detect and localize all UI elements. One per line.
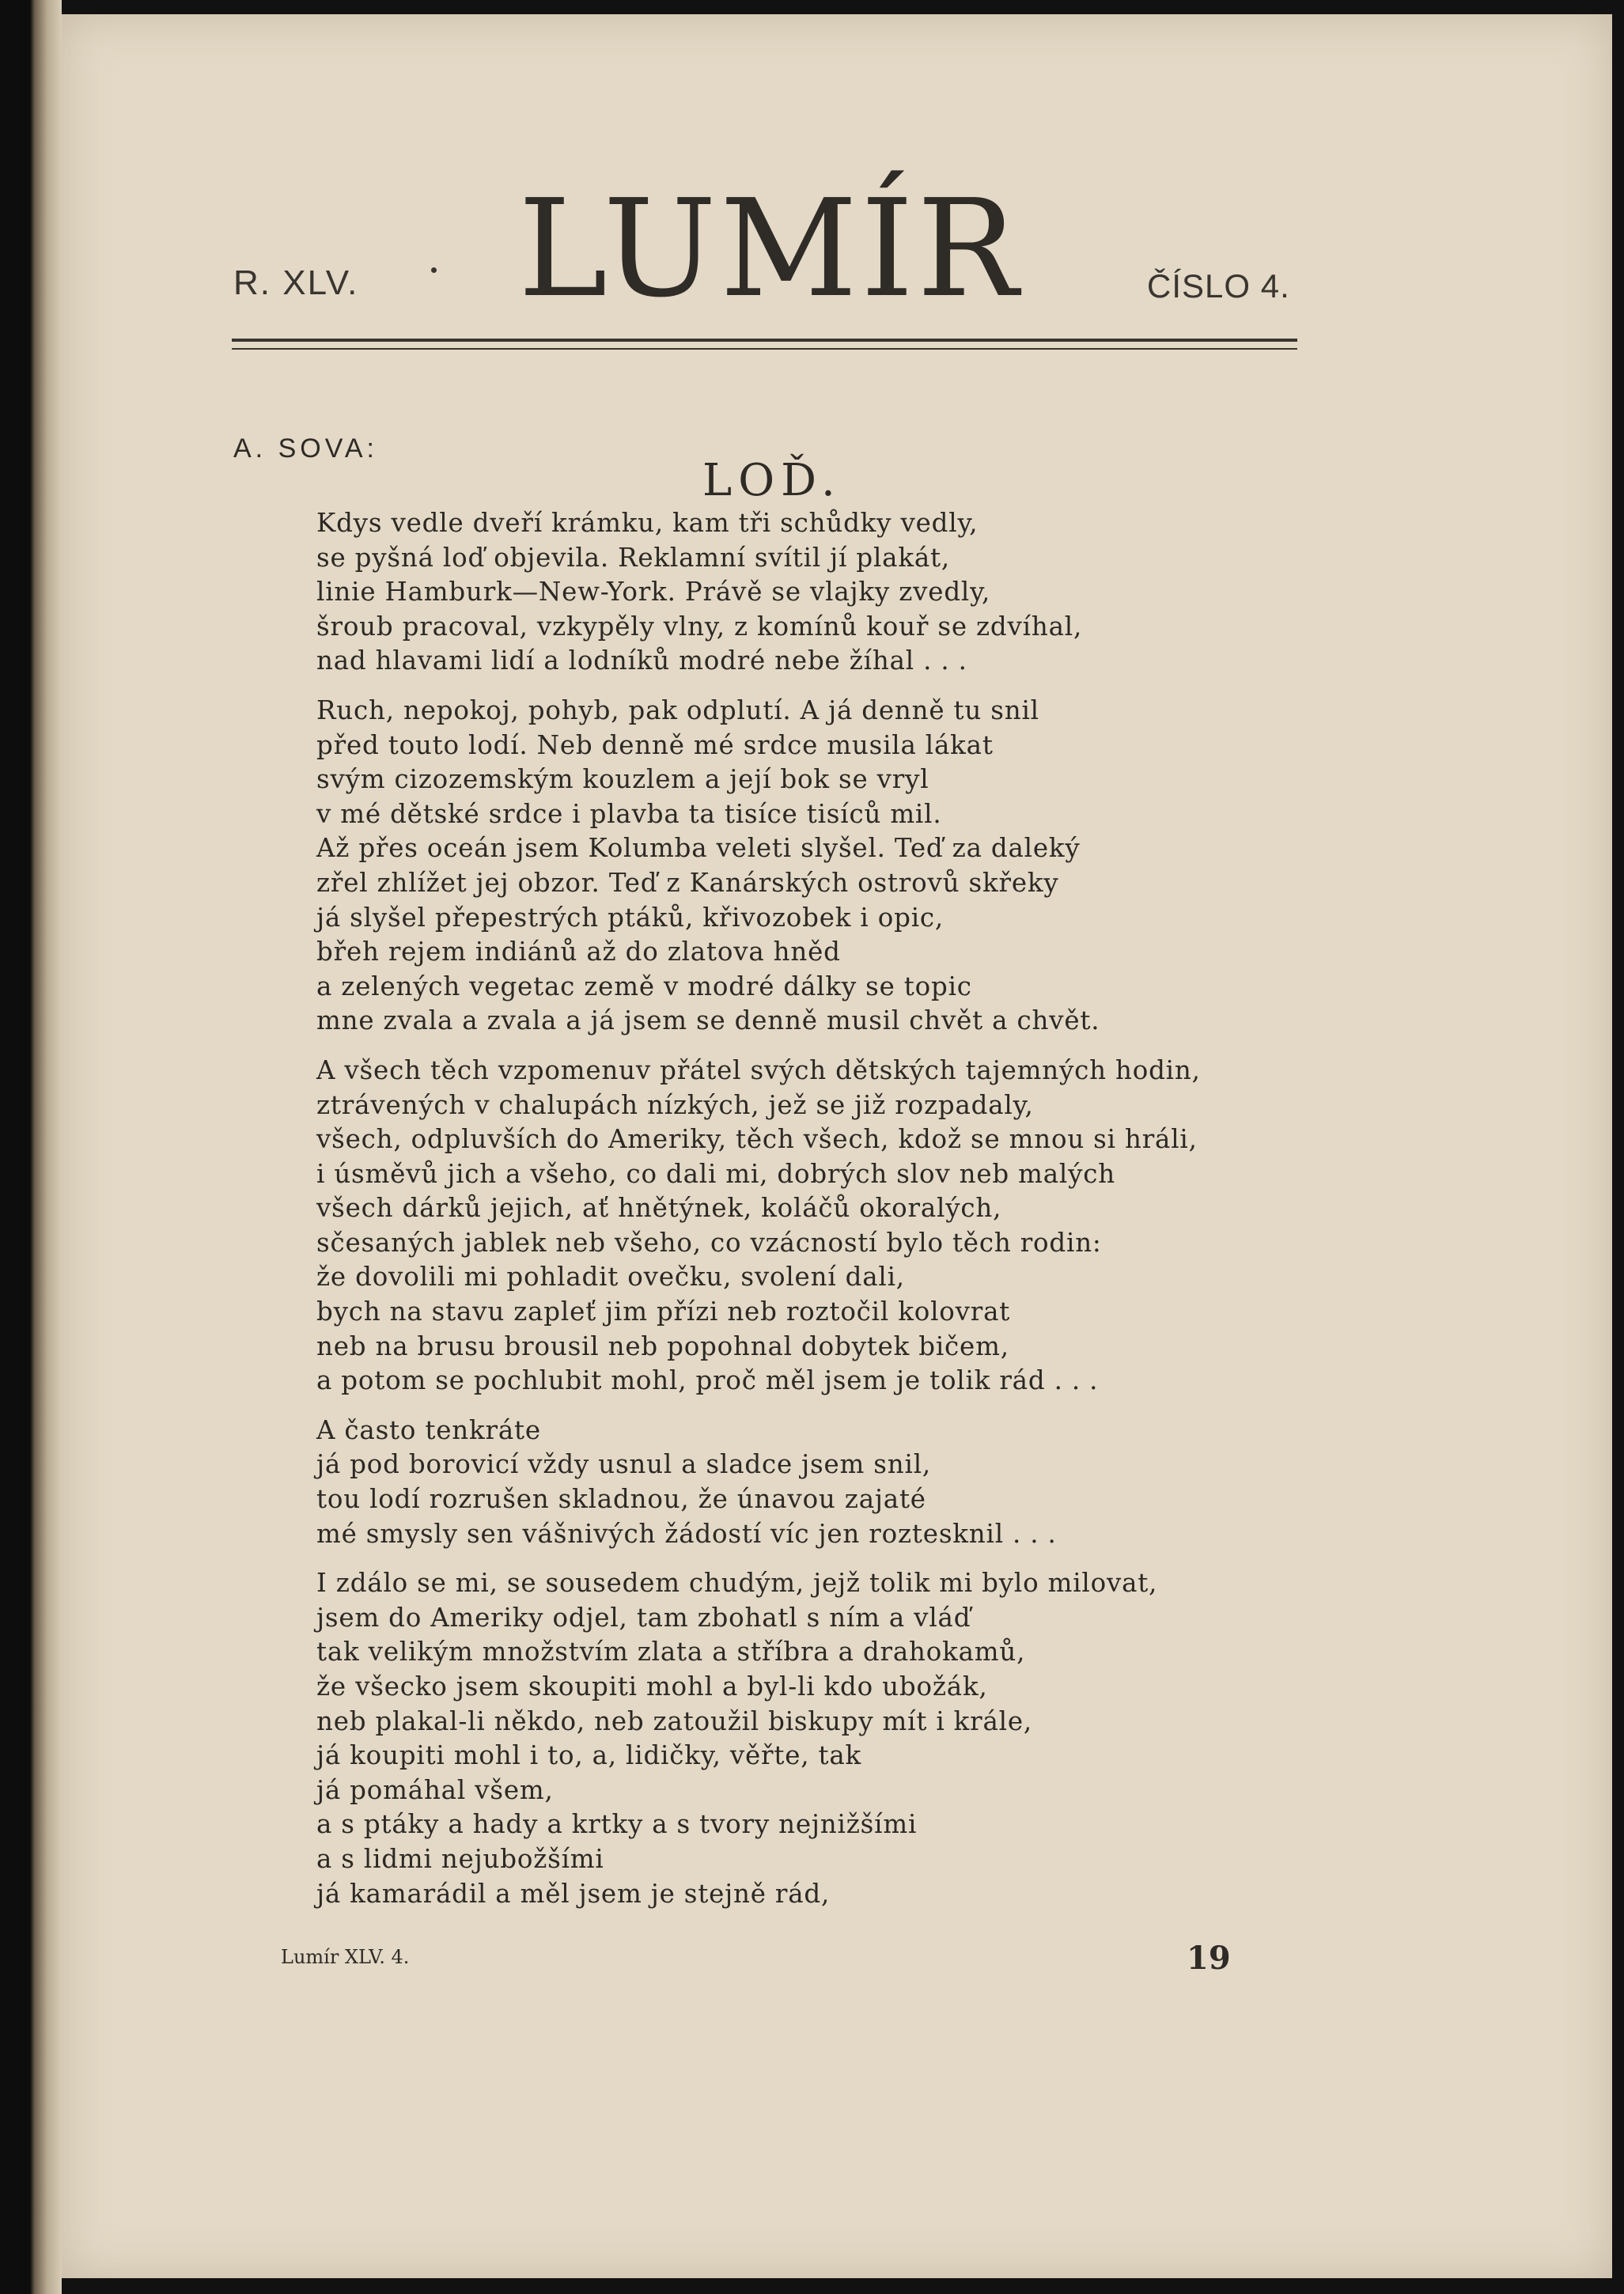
- poem-line: se pyšná loď objevila. Reklamní svítil jí plakát,: [316, 542, 950, 573]
- poem-line: bych na stavu zapleť jim přízi neb roztočil kolovrat: [316, 1297, 1011, 1327]
- masthead-title: LUMÍR: [518, 171, 1022, 327]
- header-rule-thin: [232, 348, 1297, 350]
- book-binding-edge: [0, 0, 62, 2294]
- poem-line: tou lodí rozrušen skladnou, že únavou zajaté: [316, 1484, 926, 1515]
- poem-line: neb na brusu brousil neb popohnal dobytek bičem,: [316, 1331, 1009, 1361]
- poem-line: ztrávených v chalupách nízkých, jež se již rozpadaly,: [316, 1089, 1034, 1120]
- stanza: [316, 694, 1297, 1039]
- poem-line: jsem do Ameriky odjel, tam zbohatl s ním a vláď: [316, 1602, 971, 1633]
- volume-label: R. XLV.: [233, 263, 359, 302]
- author-name: A. SOVA:: [233, 433, 378, 464]
- poem-line: tak velikým množstvím zlata a stříbra a drahokamů,: [316, 1637, 1026, 1668]
- poem-line: I zdálo se mi, se sousedem chudým, jejž tolik mi bylo milovat,: [316, 1568, 1158, 1599]
- poem-line: Ruch, nepokoj, pohyb, pak odplutí. A já denně tu snil: [316, 695, 1039, 725]
- poem-line: šroub pracoval, vzkypěly vlny, z komínů kouř se zdvíhal,: [316, 611, 1083, 642]
- poem-line: A často tenkráte: [316, 1414, 541, 1445]
- poem-line: Kdys vedle dveří krámku, kam tři schůdky vedly,: [316, 508, 979, 538]
- poem-line: já koupiti mohl i to, a, lidičky, věřte, tak: [316, 1740, 862, 1771]
- poem-line: všech dárků jejich, ať hnětýnek, koláčů okoralých,: [316, 1193, 1002, 1224]
- issue-number: ČÍSLO 4.: [1147, 267, 1290, 305]
- poem-line: a s lidmi nejubožšími: [316, 1843, 604, 1874]
- poem-line: že všecko jsem skoupiti mohl a byl-li kdo ubožák,: [316, 1671, 988, 1702]
- poem-line: před touto lodí. Neb denně mé srdce musila lákat: [316, 729, 994, 760]
- poem-line: neb plakal-li někdo, neb zatoužil biskupy mít i krále,: [316, 1705, 1033, 1736]
- poem-line: mne zvala a zvala a já jsem se denně musil chvět a chvět.: [316, 1005, 1100, 1036]
- stanza: [316, 1414, 1297, 1551]
- poem-line: Až přes oceán jsem Kolumba veleti slyšel. Teď za daleký: [316, 833, 1081, 864]
- poem-line: i úsměvů jich a všeho, co dali mi, dobrých slov neb malých: [316, 1158, 1116, 1189]
- stanza: [316, 1054, 1297, 1399]
- poem-line: já slyšel přepestrých ptáků, křivozobek i opic,: [316, 902, 944, 933]
- poem-line: já pod borovicí vždy usnul a sladce jsem snil,: [316, 1449, 932, 1480]
- ornament-dot: [431, 267, 437, 273]
- poem-title: LOĎ.: [702, 455, 842, 506]
- stanza: [316, 1566, 1297, 1911]
- poem-line: nad hlavami lidí a lodníků modré nebe žíhal . . .: [316, 645, 967, 676]
- header-rule-thick: [232, 339, 1297, 342]
- poem-line: A všech těch vzpomenuv přátel svých dětských tajemných hodin,: [316, 1054, 1201, 1085]
- poem-line: že dovolili mi pohladit ovečku, svolení dali,: [316, 1262, 905, 1293]
- poem-line: já kamarádil a měl jsem je stejně rád,: [316, 1878, 831, 1909]
- poem-line: všech, odpluvších do Ameriky, těch všech, kdož se mnou si hráli,: [316, 1124, 1198, 1155]
- poem-line: a zelených vegetac země v modré dálky se topic: [316, 971, 972, 1001]
- poem-line: sčesaných jablek neb všeho, co vzácností bylo těch rodin:: [316, 1227, 1102, 1258]
- poem-line: zřel zhlížet jej obzor. Teď z Kanárských ostrovů skřeky: [316, 867, 1059, 898]
- poem-line: linie Hamburk—New-York. Právě se vlajky zvedly,: [316, 577, 991, 608]
- page-number: 19: [1187, 1940, 1231, 1977]
- poem-line: a s ptáky a hady a krtky a s tvory nejnižšími: [316, 1809, 918, 1840]
- poem-line: břeh rejem indiánů až do zlatova hněd: [316, 937, 841, 967]
- stanza: [316, 506, 1297, 679]
- poem-line: svým cizozemským kouzlem a její bok se vryl: [316, 764, 929, 795]
- poem-line: v mé dětské srdce i plavba ta tisíce tisíců mil.: [316, 798, 942, 829]
- poem-line: já pomáhal všem,: [316, 1774, 554, 1805]
- poem-line: mé smysly sen vášnivých žádostí víc jen roztesknil . . .: [316, 1518, 1057, 1549]
- poem-line: a potom se pochlubit mohl, proč měl jsem je tolik rád . . .: [316, 1365, 1099, 1396]
- footer-signature: Lumír XLV. 4.: [281, 1946, 410, 1968]
- poem-body: [316, 506, 1297, 1926]
